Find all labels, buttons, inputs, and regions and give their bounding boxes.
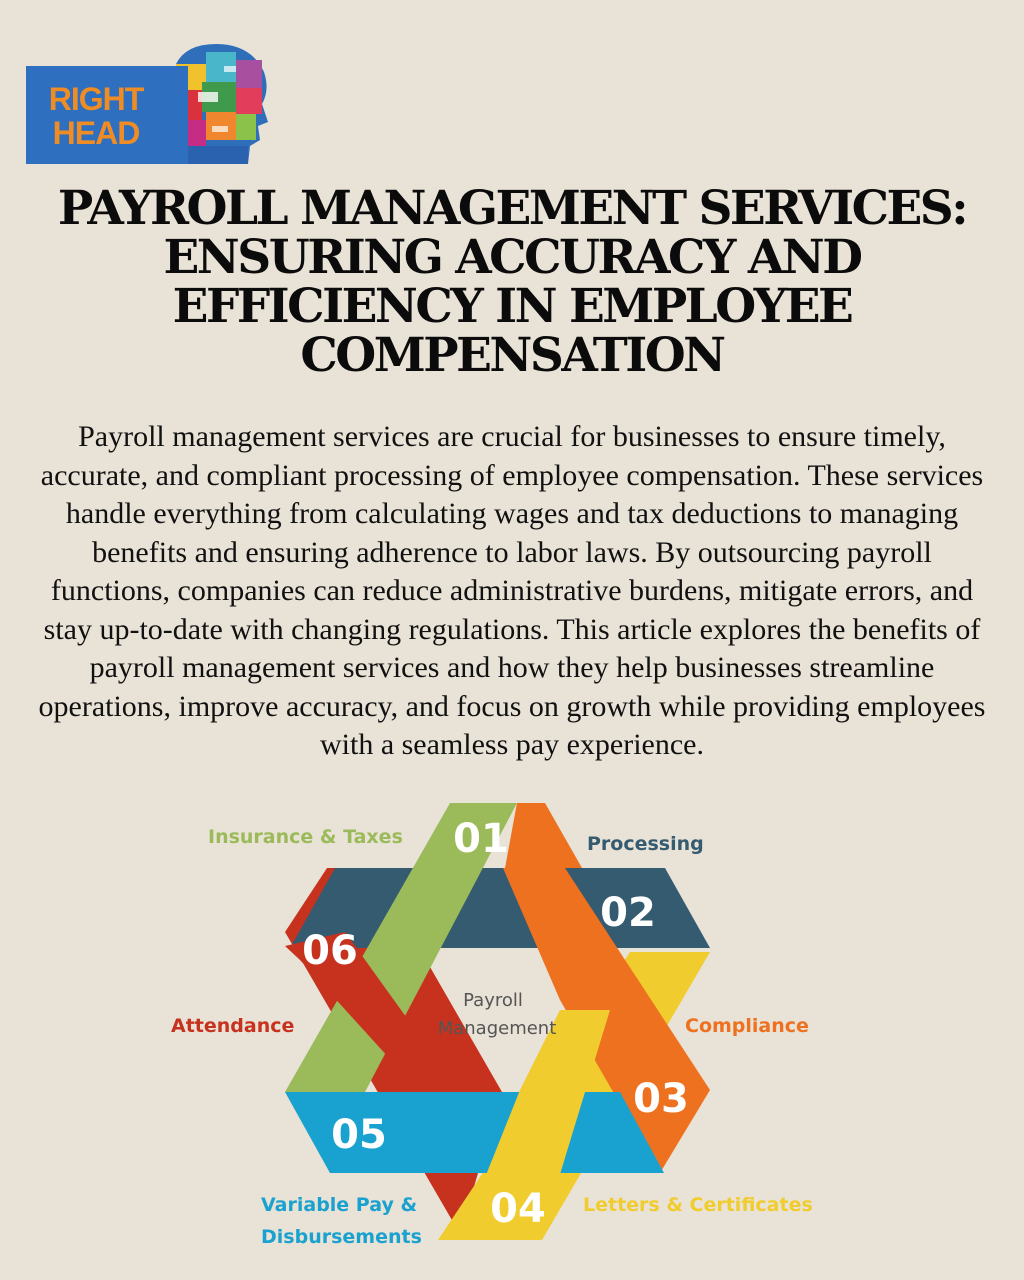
right-head-logo [26, 42, 271, 170]
step-label-compliance: Compliance [685, 1015, 809, 1037]
step-label-letters-certificates: Letters & Certificates [583, 1194, 813, 1216]
step-label-variable-pay: Variable Pay & [261, 1194, 418, 1216]
logo-line-right: RIGHT [48, 81, 144, 117]
step-number-04: 04 [490, 1186, 546, 1232]
step-number-03: 03 [633, 1076, 689, 1122]
center-label-line2: Management [437, 1018, 557, 1039]
intro-paragraph: Payroll management services are crucial for businesses to ensure timely, accurate, and compliant processing of employee compensation. These services handle everything from calculating wages and tax deductions to managing benefits and ensuring adherence to labor laws. By outsourcing payroll functions, companies can reduce administrative burdens, mitigate errors, and stay up-to-date with changing regulations. This article explores the benefits of payroll management services and how they help businesses streamline operations, improve accuracy, and focus on growth while providing employees with a seamless pay experience. [38, 420, 986, 761]
step-label-insurance-taxes: Insurance & Taxes [208, 826, 403, 848]
step-label-disbursements: Disbursements [261, 1226, 422, 1248]
ribbon-03-top [505, 803, 582, 868]
center-label-line1: Payroll [463, 990, 523, 1011]
step-number-02: 02 [600, 890, 656, 936]
step-number-05: 05 [331, 1112, 387, 1158]
payroll-cycle-diagram [150, 790, 850, 1260]
head-puzzle-icon [176, 44, 268, 164]
page-title: PAYROLL MANAGEMENT SERVICES: ENSURING ACCURACY AND EFFICIENCY IN EMPLOYEE COMPENSATION [57, 181, 967, 383]
step-label-processing: Processing [587, 833, 704, 855]
step-number-06: 06 [302, 928, 358, 974]
step-number-01: 01 [453, 816, 509, 862]
logo-line-head: HEAD [52, 115, 140, 151]
step-label-attendance: Attendance [171, 1015, 295, 1037]
